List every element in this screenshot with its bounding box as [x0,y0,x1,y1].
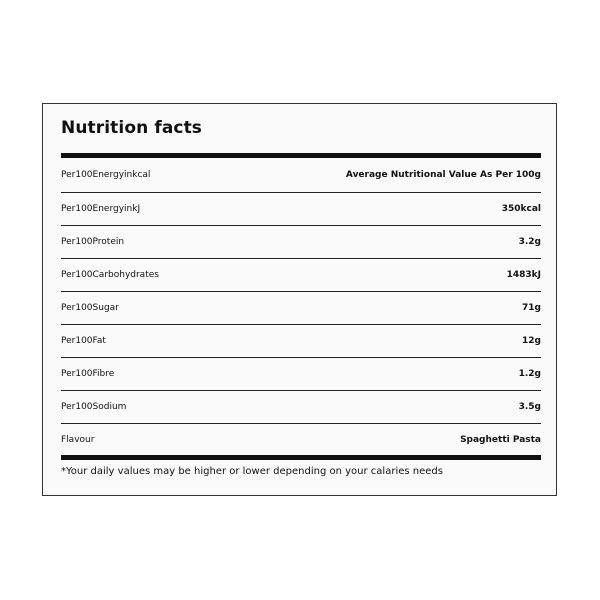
table-row [61,259,541,292]
table-row [61,424,541,456]
row-value: 350kcal [501,204,541,214]
table-row [61,358,541,391]
bottom-divider [61,455,541,460]
row-label: Per100Protein [61,237,125,247]
table-row [61,292,541,325]
row-label: Per100Sugar [61,303,119,313]
panel-title: Nutrition facts [61,118,203,138]
row-label: Per100Sodium [61,402,127,412]
table-row [61,193,541,226]
row-value: 1.2g [518,369,541,379]
table-row [61,226,541,259]
row-label: Per100Fat [61,336,106,346]
header-label: Per100Energyinkcal [61,170,151,180]
table-row [61,325,541,358]
table-header-row [61,158,541,193]
footnote: *Your daily values may be higher or lower depending on your calaries needs [61,466,443,477]
row-label: Per100Carbohydrates [61,270,159,280]
row-value: 3.5g [518,402,541,412]
row-value: 3.2g [518,237,541,247]
nutrition-table [61,158,541,456]
row-label: Per100EnergyinkJ [61,204,141,214]
row-value: 12g [522,336,541,346]
row-value: Spaghetti Pasta [460,435,541,445]
row-label: Per100Fibre [61,369,115,379]
row-label: Flavour [61,435,95,445]
table-row [61,391,541,424]
nutrition-facts-panel [42,103,557,496]
row-value: 71g [522,303,541,313]
header-value: Average Nutritional Value As Per 100g [345,170,541,180]
row-value: 1483kJ [506,270,541,280]
